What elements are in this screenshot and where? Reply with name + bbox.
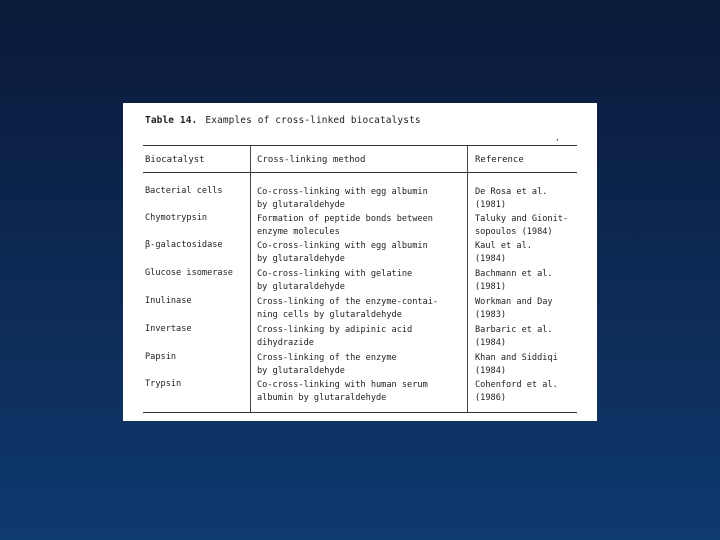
method-line: Cross-linking by adipinic acid	[257, 325, 413, 335]
method-line: by glutaraldehyde	[257, 366, 345, 376]
reference-line: (1984)	[475, 254, 507, 264]
method-line: by glutaraldehyde	[257, 200, 345, 210]
cell-reference	[475, 352, 590, 378]
reference-line: Workman and Day	[475, 297, 553, 307]
reference-line: Kaul et al.	[475, 241, 532, 251]
method-line: Cross-linking of the enzyme	[257, 353, 397, 363]
method-line: Co-cross-linking with egg albumin	[257, 187, 428, 197]
table-top-rule	[143, 145, 577, 146]
reference-line: Barbaric et al.	[475, 325, 553, 335]
table-row	[123, 240, 597, 268]
method-line: by glutaraldehyde	[257, 282, 345, 292]
cell-method	[257, 296, 462, 322]
reference-line: sopoulos (1984)	[475, 227, 553, 237]
reference-line: Taluky and Gionit-	[475, 214, 569, 224]
method-line: Formation of peptide bonds between	[257, 214, 433, 224]
table-row	[123, 213, 597, 241]
cell-method	[257, 268, 462, 294]
cell-biocatalyst: Trypsin	[145, 379, 182, 389]
cell-biocatalyst: Glucose isomerase	[145, 268, 233, 278]
method-line: Cross-linking of the enzyme-contai-	[257, 297, 439, 307]
method-line: albumin by glutaraldehyde	[257, 393, 387, 403]
table-header-rule	[143, 172, 577, 173]
reference-line: Cohenford et al.	[475, 380, 558, 390]
cell-method	[257, 213, 462, 239]
cell-method	[257, 324, 462, 350]
method-line: Co-cross-linking with egg albumin	[257, 241, 428, 251]
reference-line: (1984)	[475, 366, 507, 376]
header-reference: Reference	[475, 155, 524, 165]
cell-reference	[475, 268, 590, 294]
reference-line: Khan and Siddiqi	[475, 353, 558, 363]
reference-line: De Rosa et al.	[475, 187, 548, 197]
table-row	[123, 296, 597, 324]
table-row	[123, 324, 597, 352]
cell-biocatalyst: Papsin	[145, 352, 177, 362]
reference-line: (1983)	[475, 310, 507, 320]
reference-line: (1986)	[475, 393, 507, 403]
table-row	[123, 186, 597, 214]
cell-reference	[475, 240, 590, 266]
cell-reference	[475, 296, 590, 322]
table-row	[123, 268, 597, 296]
reference-line: (1981)	[475, 282, 507, 292]
cell-biocatalyst: Chymotrypsin	[145, 213, 208, 223]
cell-method	[257, 352, 462, 378]
method-line: ning cells by glutaraldehyde	[257, 310, 402, 320]
method-line: by glutaraldehyde	[257, 254, 345, 264]
scanned-table-image	[123, 103, 597, 421]
table-title	[145, 115, 421, 126]
reference-line: (1981)	[475, 200, 507, 210]
table-row	[123, 379, 597, 407]
method-line: enzyme molecules	[257, 227, 340, 237]
method-line: dihydrazide	[257, 338, 314, 348]
table-row	[123, 352, 597, 380]
header-biocatalyst: Biocatalyst	[145, 155, 205, 165]
table-bottom-rule	[143, 412, 577, 413]
cell-method	[257, 379, 462, 405]
cell-biocatalyst: Bacterial cells	[145, 186, 223, 196]
method-line: Co-cross-linking with gelatine	[257, 269, 413, 279]
scan-mark: ,	[555, 133, 560, 142]
cell-reference	[475, 324, 590, 350]
table-title-text: Examples of cross-linked biocatalysts	[205, 115, 421, 126]
cell-reference	[475, 213, 590, 239]
method-line: Co-cross-linking with human serum	[257, 380, 428, 390]
header-method: Cross-linking method	[257, 155, 366, 165]
reference-line: Bachmann et al.	[475, 269, 553, 279]
reference-line: (1984)	[475, 338, 507, 348]
cell-reference	[475, 186, 590, 212]
cell-biocatalyst: Inulinase	[145, 296, 192, 306]
cell-biocatalyst: Invertase	[145, 324, 192, 334]
cell-method	[257, 240, 462, 266]
cell-reference	[475, 379, 590, 405]
table-title-label: Table 14.	[145, 115, 198, 126]
cell-biocatalyst: β-galactosidase	[145, 240, 223, 250]
cell-method	[257, 186, 462, 212]
